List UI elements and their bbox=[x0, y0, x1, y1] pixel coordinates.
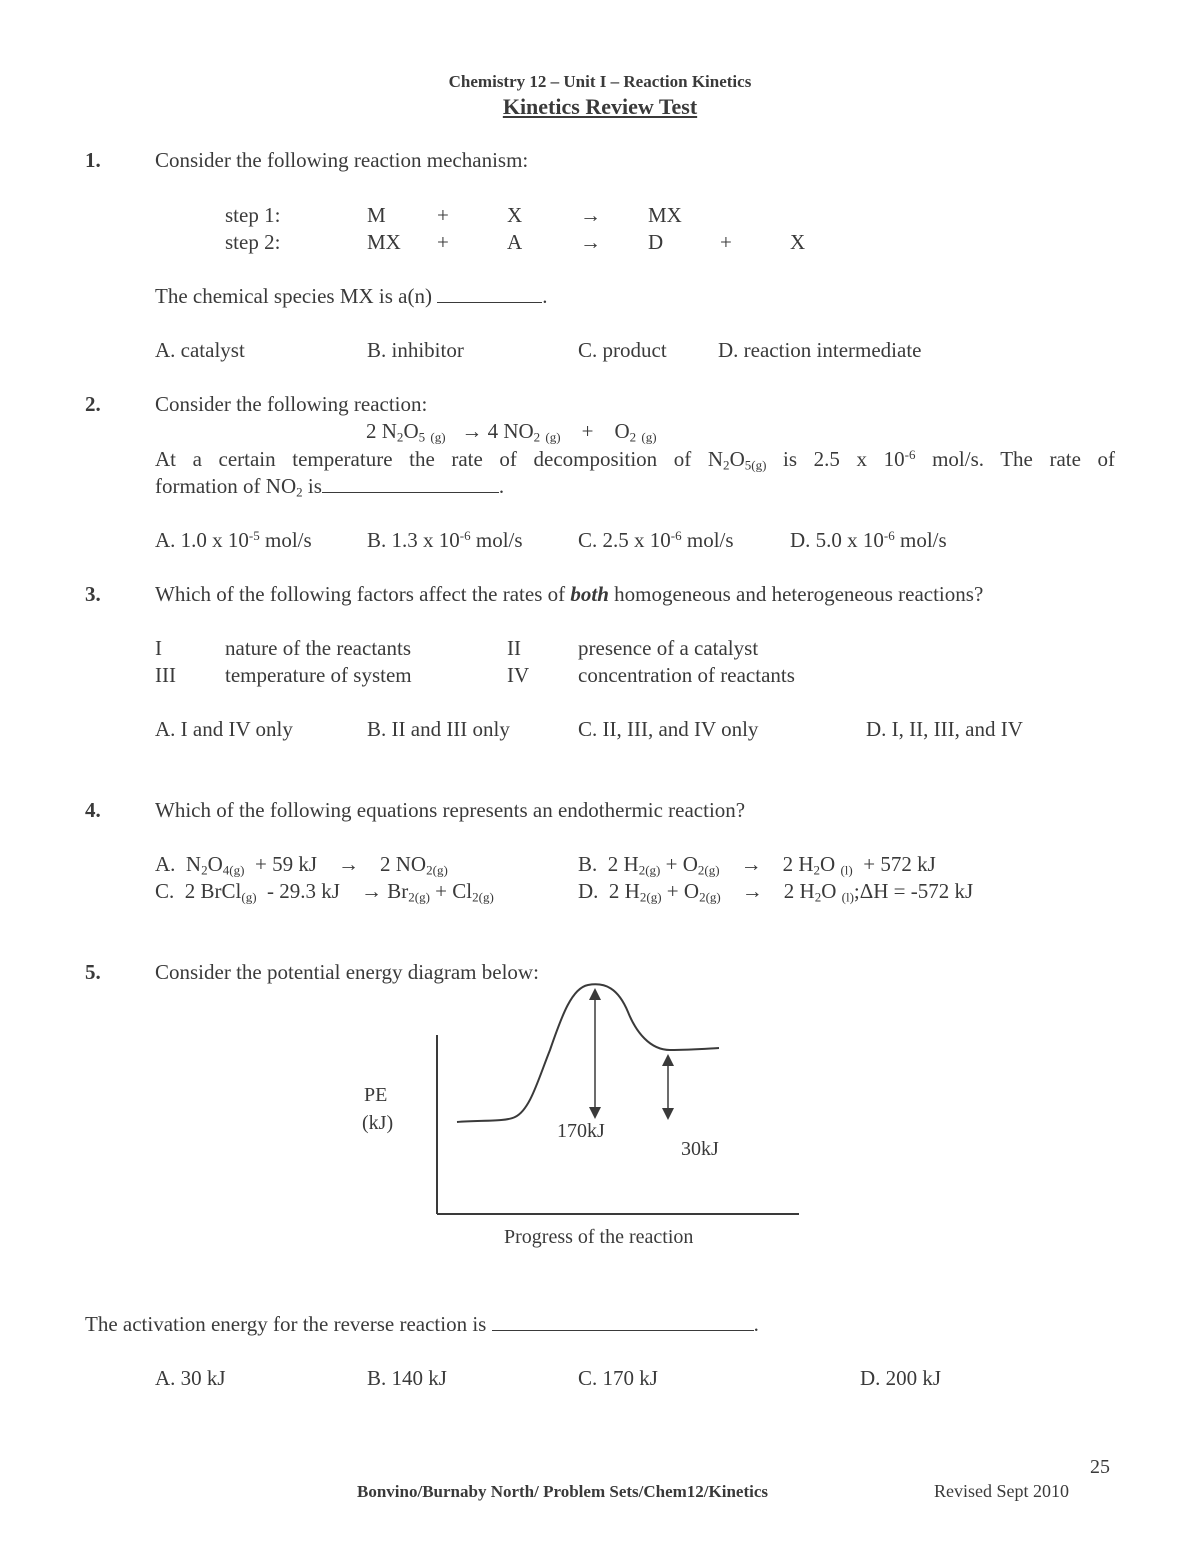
q2-line1-c: is 2.5 x 10 bbox=[783, 447, 905, 472]
q1-choice-b: B. inhibitor bbox=[367, 338, 464, 362]
q2-choice-b-unit: mol/s bbox=[475, 528, 523, 553]
q4-a-sub4: 4 bbox=[222, 862, 230, 878]
q4-a-energy: + 59 kJ bbox=[254, 852, 317, 876]
q1-prompt: Consider the following reaction mechanism: bbox=[155, 148, 529, 172]
q2-line2-sub2: 2 bbox=[296, 484, 303, 500]
q1-stem-text: The chemical species MX is a(n) bbox=[155, 284, 432, 308]
q4-c-sub2: 2 bbox=[408, 889, 415, 905]
q3-factor-iii-text: temperature of system bbox=[225, 663, 412, 687]
q1-step2-x: X bbox=[790, 230, 806, 254]
q2-eq-sub2c: 2 bbox=[629, 429, 637, 445]
q2-choice-b-exp: -6 bbox=[459, 528, 471, 543]
q4-d-g: (g) bbox=[646, 889, 662, 905]
q4-d-o: + O bbox=[666, 879, 700, 903]
q3-prompt-a: Which of the following factors affect the rates of bbox=[155, 582, 566, 606]
q1-step1-m: M bbox=[367, 203, 386, 227]
q3-choice-d: D. I, II, III, and IV bbox=[866, 717, 1023, 741]
q4-a-o: O bbox=[207, 852, 223, 876]
q5-prompt: Consider the potential energy diagram below: bbox=[155, 960, 539, 984]
q1-step1-mx: MX bbox=[648, 203, 682, 227]
q4-number: 4. bbox=[85, 798, 101, 822]
q1-step2-plus: + bbox=[437, 230, 449, 254]
q4-c-g2: (g) bbox=[414, 889, 430, 905]
q4-a-label: A. bbox=[155, 852, 176, 876]
q4-a-n: N bbox=[185, 852, 202, 876]
q2-line1-d: mol/s. The rate of bbox=[932, 447, 1116, 472]
q3-factor-iv-roman: IV bbox=[507, 663, 530, 687]
arrow-30-head-down bbox=[662, 1108, 674, 1120]
q4-b-sub2: 2 bbox=[638, 862, 646, 878]
q2-choice-c-text: C. 2.5 x 10 bbox=[578, 528, 671, 553]
q4-d-deltah: ;ΔH = -572 kJ bbox=[853, 879, 974, 903]
q1-number: 1. bbox=[85, 148, 101, 172]
q2-choice-b-text: B. 1.3 x 10 bbox=[367, 528, 460, 553]
q4-b-sub2c: 2 bbox=[813, 862, 821, 878]
q2-choice-a-exp: -5 bbox=[248, 528, 260, 543]
q4-b-o2: O bbox=[820, 852, 836, 876]
q1-choice-d: D. reaction intermediate bbox=[718, 338, 922, 362]
q4-d-sub2: 2 bbox=[639, 889, 647, 905]
page-number: 25 bbox=[1090, 1456, 1110, 1478]
q4-d-g2: (g) bbox=[705, 889, 721, 905]
q1-step1-x: X bbox=[507, 203, 523, 227]
footer-path: Bonvino/Burnaby North/ Problem Sets/Chem12/Kinetics bbox=[357, 1482, 769, 1501]
q2-choice-c-exp: -6 bbox=[670, 528, 682, 543]
q1-choice-a: A. catalyst bbox=[155, 338, 245, 362]
q4-a-sub2: 2 bbox=[201, 862, 208, 878]
diagram-label-30: 30kJ bbox=[681, 1138, 719, 1160]
q4-c-sub2b: 2 bbox=[472, 889, 479, 905]
q1-step2-arrow: → bbox=[580, 230, 601, 254]
arrow-170-head-up bbox=[589, 988, 601, 1000]
q2-line2-b: is bbox=[307, 474, 322, 498]
q4-d-label: D. bbox=[578, 879, 599, 903]
q5-choice-d: D. 200 kJ bbox=[860, 1366, 942, 1390]
q2-prompt: Consider the following reaction: bbox=[155, 392, 428, 416]
q2-eq-g3: (g) bbox=[641, 429, 657, 445]
q5-period: . bbox=[753, 1312, 759, 1336]
q3-choice-a: A. I and IV only bbox=[155, 717, 293, 741]
q4-b-g2: (g) bbox=[704, 862, 720, 878]
arrow-30-head-up bbox=[662, 1054, 674, 1066]
q1-step2-plus2: + bbox=[720, 230, 732, 254]
q2-eq-g1: (g) bbox=[430, 429, 446, 445]
q4-b-l: (l) bbox=[840, 862, 853, 878]
q3-factor-i-roman: I bbox=[155, 636, 162, 660]
q2-choice-c-unit: mol/s bbox=[686, 528, 734, 553]
q2-period: . bbox=[498, 474, 505, 498]
q4-prompt: Which of the following equations represents an endothermic reaction? bbox=[155, 798, 746, 822]
q2-choice-d-exp: -6 bbox=[883, 528, 895, 543]
q1-step1-arrow: → bbox=[580, 203, 601, 227]
q5-choice-b: B. 140 kJ bbox=[367, 1366, 447, 1390]
q2-eq-plus: + bbox=[581, 419, 594, 443]
q2-line1-exp: -6 bbox=[904, 447, 916, 462]
q2-choice-d-text: D. 5.0 x 10 bbox=[790, 528, 884, 553]
q4-a-g2: (g) bbox=[432, 862, 448, 878]
diagram-label-170: 170kJ bbox=[557, 1120, 605, 1142]
q4-b-sub2b: 2 bbox=[697, 862, 705, 878]
q2-line1-a: At a certain temperature the rate of decomposition of N bbox=[155, 447, 724, 472]
q3-prompt-emphasis: both bbox=[570, 582, 609, 606]
q4-c-g: (g) bbox=[241, 889, 257, 905]
q3-factor-ii-text: presence of a catalyst bbox=[578, 636, 759, 660]
q4-c-cl: + Cl bbox=[435, 879, 473, 903]
q3-choice-b: B. II and III only bbox=[367, 717, 510, 741]
q5-answer-blank bbox=[492, 1329, 754, 1331]
q2-choice-a-unit: mol/s bbox=[265, 528, 312, 553]
q2-eq-n: 2 N bbox=[366, 419, 397, 443]
q4-d-o2: O bbox=[821, 879, 837, 903]
q4-c-label: C. bbox=[155, 879, 175, 903]
q4-d-sub2c: 2 bbox=[814, 889, 822, 905]
q2-choice-a-text: A. 1.0 x 10 bbox=[155, 528, 249, 553]
q2-line2-a: formation of NO bbox=[155, 474, 297, 498]
q4-d-l: (l) bbox=[841, 889, 854, 905]
q1-step2-a: A bbox=[507, 230, 523, 254]
q4-b-h: 2 H bbox=[607, 852, 639, 876]
q2-choice-d-unit: mol/s bbox=[900, 528, 947, 553]
q2-number: 2. bbox=[85, 392, 101, 416]
diagram-xlabel: Progress of the reaction bbox=[504, 1226, 694, 1248]
q4-a-sub2b: 2 bbox=[426, 862, 433, 878]
q1-step2-d: D bbox=[648, 230, 664, 254]
q4-b-label: B. bbox=[578, 852, 598, 876]
q1-step1-label: step 1: bbox=[225, 203, 281, 227]
q4-b-h2: 2 H bbox=[782, 852, 814, 876]
footer-revised: Revised Sept 2010 bbox=[934, 1481, 1069, 1501]
q2-eq-o: O bbox=[403, 419, 419, 443]
q4-a-g: (g) bbox=[229, 862, 245, 878]
diagram-ylabel-unit: (kJ) bbox=[362, 1112, 394, 1134]
q2-line1-o: O bbox=[729, 447, 745, 472]
q4-c-g3: (g) bbox=[478, 889, 494, 905]
q2-line1-sub5: 5 bbox=[744, 457, 752, 473]
q1-step2-label: step 2: bbox=[225, 230, 281, 254]
q1-step2-mx: MX bbox=[367, 230, 401, 254]
energy-curve bbox=[457, 984, 719, 1122]
q4-b-o: + O bbox=[665, 852, 698, 876]
q4-c-brcl: 2 BrCl bbox=[184, 879, 242, 903]
arrow-170-head-down bbox=[589, 1107, 601, 1119]
q5-stem-text: The activation energy for the reverse reaction is bbox=[85, 1312, 487, 1336]
q3-number: 3. bbox=[85, 582, 101, 606]
q4-d-sub2b: 2 bbox=[699, 889, 706, 905]
q4-b-arrow: → bbox=[740, 852, 762, 876]
q5-stem bbox=[85, 1312, 759, 1337]
q4-d-arrow: → bbox=[741, 879, 763, 903]
q4-b-energy: + 572 kJ bbox=[863, 852, 936, 876]
q3-factor-i-text: nature of the reactants bbox=[225, 636, 411, 660]
q2-eq-arrow: → 4 NO bbox=[461, 419, 534, 443]
q1-period: . bbox=[542, 284, 548, 308]
q2-line1-sub2: 2 bbox=[723, 457, 730, 473]
q4-d-h: 2 H bbox=[608, 879, 640, 903]
course-header: Chemistry 12 – Unit I – Reaction Kinetics bbox=[448, 72, 752, 91]
q3-factor-iv-text: concentration of reactants bbox=[578, 663, 795, 687]
q2-eq-sub5: 5 bbox=[418, 429, 426, 445]
q1-choice-c: C. product bbox=[578, 338, 667, 362]
q4-c-energy: - 29.3 kJ bbox=[267, 879, 340, 903]
q2-eq-sub2: 2 bbox=[396, 429, 404, 445]
q2-line1-g: (g) bbox=[751, 457, 767, 473]
q4-b-g: (g) bbox=[645, 862, 661, 878]
q1-step1-plus: + bbox=[437, 203, 449, 227]
q2-eq-sub2b: 2 bbox=[533, 429, 541, 445]
q5-number: 5. bbox=[85, 960, 101, 984]
q3-choice-c: C. II, III, and IV only bbox=[578, 717, 759, 741]
q5-choice-a: A. 30 kJ bbox=[155, 1366, 226, 1390]
q3-factor-iii-roman: III bbox=[155, 663, 176, 687]
q5-choice-c: C. 170 kJ bbox=[578, 1366, 658, 1390]
q2-eq-o2: O bbox=[614, 419, 630, 443]
q4-c-br: → Br bbox=[360, 879, 409, 903]
diagram-ylabel-pe: PE bbox=[364, 1084, 388, 1106]
q3-factor-ii-roman: II bbox=[507, 636, 521, 660]
q3-prompt-b: homogeneous and heterogeneous reactions? bbox=[614, 582, 984, 606]
q4-a-no: 2 NO bbox=[380, 852, 427, 876]
q4-d-h2: 2 H bbox=[783, 879, 815, 903]
q4-a-arrow: → bbox=[338, 852, 359, 876]
page-title: Kinetics Review Test bbox=[502, 94, 698, 119]
q2-eq-g2: (g) bbox=[545, 429, 561, 445]
